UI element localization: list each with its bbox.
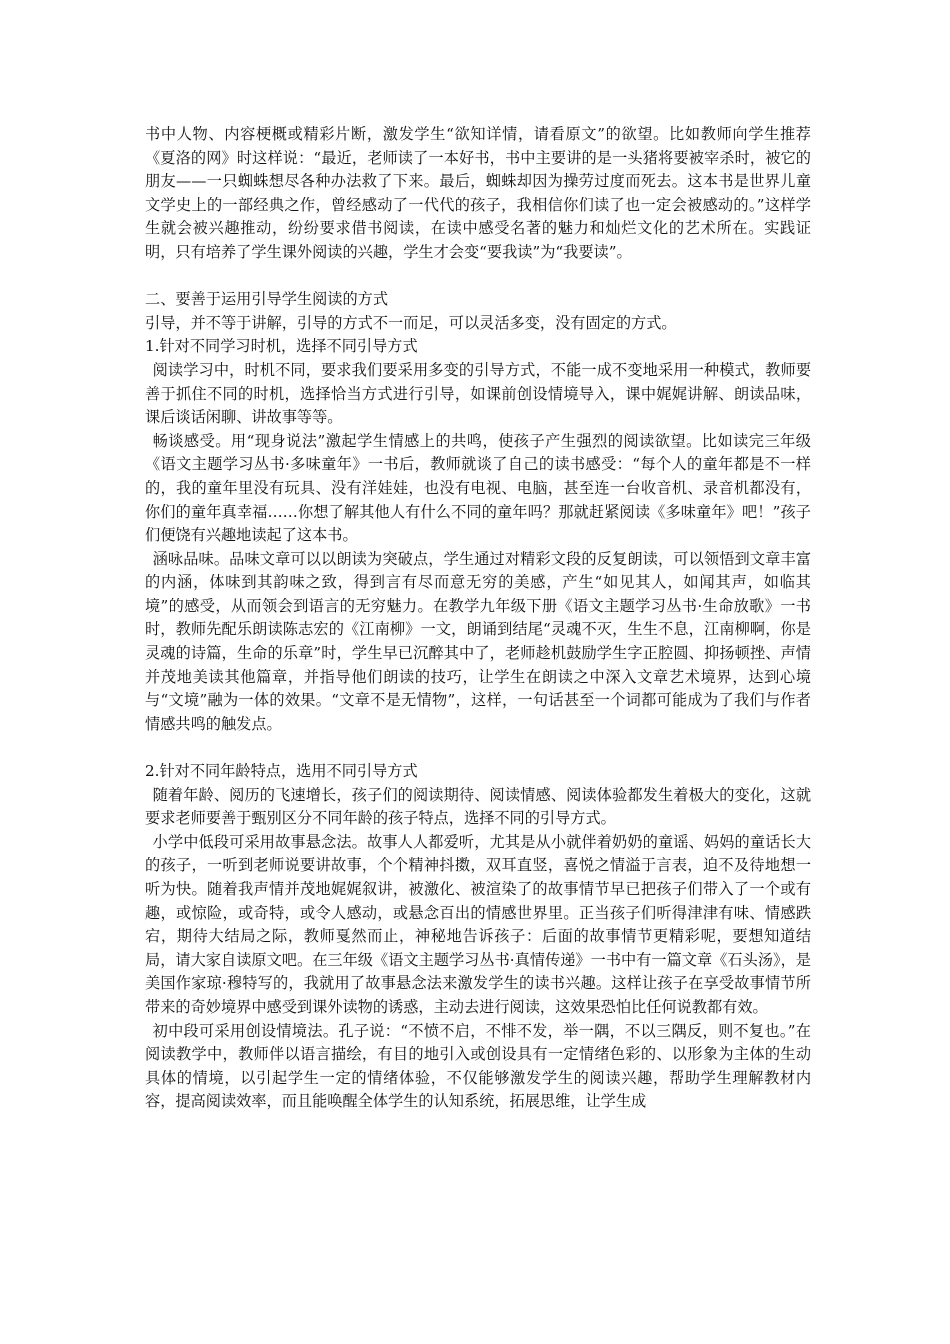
paragraph-age: 随着年龄、阅历的飞速增长，孩子们的阅读期待、阅读情感、阅读体验都发生着极大的变化，这就要求老师要善于甄别区分不同年龄的孩子特点，选择不同的引导方式。 (145, 785, 811, 828)
paragraph-intro: 书中人物、内容梗概或精彩片断，激发学生“欲知详情，请看原文”的欲望。比如教师向学生推荐《夏洛的网》时这样说：“最近，老师读了一本好书，书中主要讲的是一头猪将要被宰杀时，被它的朋友——一只蜘蛛想尽各种办法救了下来。最后，蜘蛛却因为操劳过度而死去。这本书是世界儿童文学史上的一部经典之作，曾经感动了一代代的孩子，我相信你们读了也一定会被感动的。”这样学生就会被兴趣推动，纷纷要求借书阅读，在读中感受名著的魅力和灿烂文化的艺术所在。实践证明，只有培养了学生课外阅读的兴趣，学生才会变“要我读”为“我要读”。 (145, 125, 811, 261)
paragraph-gap (145, 265, 811, 289)
paragraph-gap (145, 736, 811, 760)
paragraph-story-suspense: 小学中低段可采用故事悬念法。故事人人都爱听，尤其是从小就伴着奶奶的童谣、妈妈的童话长大的孩子，一听到老师说要讲故事，个个精神抖擞，双耳直竖，喜悦之情溢于言表，迫不及待地想一听为快。随着我声情并茂地娓娓叙讲，被激化、被渲染了的故事情节早已把孩子们带入了一个或有趣，或惊险，或奇特，或令人感动，或悬念百出的情感世界里。正当孩子们听得津津有味、情感跌宕，期待大结局之际，教师戛然而止，神秘地告诉孩子：后面的故事情节更精彩呢，要想知道结局，请大家自读原文吧。在三年级《语文主题学习丛书·真情传递》一书中有一篇文章《石头汤》，是美国作家琼·穆特写的，我就用了故事悬念法来激发学生的读书兴趣。这样让孩子在享受故事情节所带来的奇妙境界中感受到课外读物的诱惑，主动去进行阅读，这效果恐怕比任何说教都有效。 (145, 832, 811, 1016)
document-page (145, 123, 811, 1114)
paragraph-savoring: 涵咏品味。品味文章可以以朗读为突破点，学生通过对精彩文段的反复朗读，可以领悟到文章丰富的内涵，体味到其韵味之致，得到言有尽而意无穷的美感，产生“如见其人，如闻其声，如临其境”的感受，从而领会到语言的无穷魅力。在教学九年级下册《语文主题学习丛书·生命放歌》一书时，教师先配乐朗读陈志宏的《江南柳》一文，朗诵到结尾“灵魂不灭，生生不息，江南柳啊，你是灵魂的诗篇，生命的乐章”时，学生早已沉醉其中了，老师趁机鼓励学生字正腔圆、抑扬顿挫、声情并茂地美读其他篇章，并指导他们朗读的技巧，让学生在朗读之中深入文章艺术境界，达到心境与“文境”融为一体的效果。“文章不是无情物”，这样，一句话甚至一个词都可能成为了我们与作者情感共鸣的触发点。 (145, 549, 811, 733)
paragraph-timing: 阅读学习中，时机不同，要求我们要采用多变的引导方式，不能一成不变地采用一种模式，教师要善于抓住不同的时机，选择恰当方式进行引导，如课前创设情境导入，课中娓娓讲解、朗读品味，课后谈话闲聊、讲故事等等。 (145, 360, 811, 427)
paragraph-sharing: 畅谈感受。用“现身说法”激起学生情感上的共鸣，使孩子产生强烈的阅读欲望。比如读完三年级《语文主题学习丛书·多味童年》一书后，教师就谈了自己的读书感受：“每个人的童年都是不一样的，我的童年里没有玩具、没有洋娃娃，也没有电视、电脑，甚至连一台收音机、录音机都没有，你们的童年真幸福……你想了解其他人有什么不同的童年吗？那就赶紧阅读《多味童年》吧！”孩子们便饶有兴趣地读起了这本书。 (145, 431, 811, 545)
section-heading-2: 二、要善于运用引导学生阅读的方式 (145, 290, 388, 309)
paragraph-scenario: 初中段可采用创设情境法。孔子说：“不愤不启，不悱不发，举一隅，不以三隅反，则不复也。”在阅读教学中，教师伴以语言描绘，有目的地引入或创设具有一定情绪色彩的、以形象为主体的生动具体的情境，以引起学生一定的情绪体验，不仅能够激发学生的阅读兴趣，帮助学生理解教材内容，提高阅读效率，而且能唤醒全体学生的认知系统，拓展思维，让学生成 (145, 1021, 811, 1111)
paragraph-guide: 引导，并不等于讲解，引导的方式不一而足，可以灵活多变，没有固定的方式。 (145, 313, 677, 332)
subheading-1: 1.针对不同学习时机，选择不同引导方式 (145, 337, 418, 356)
subheading-2: 2.针对不同年龄特点，选用不同引导方式 (145, 762, 418, 781)
